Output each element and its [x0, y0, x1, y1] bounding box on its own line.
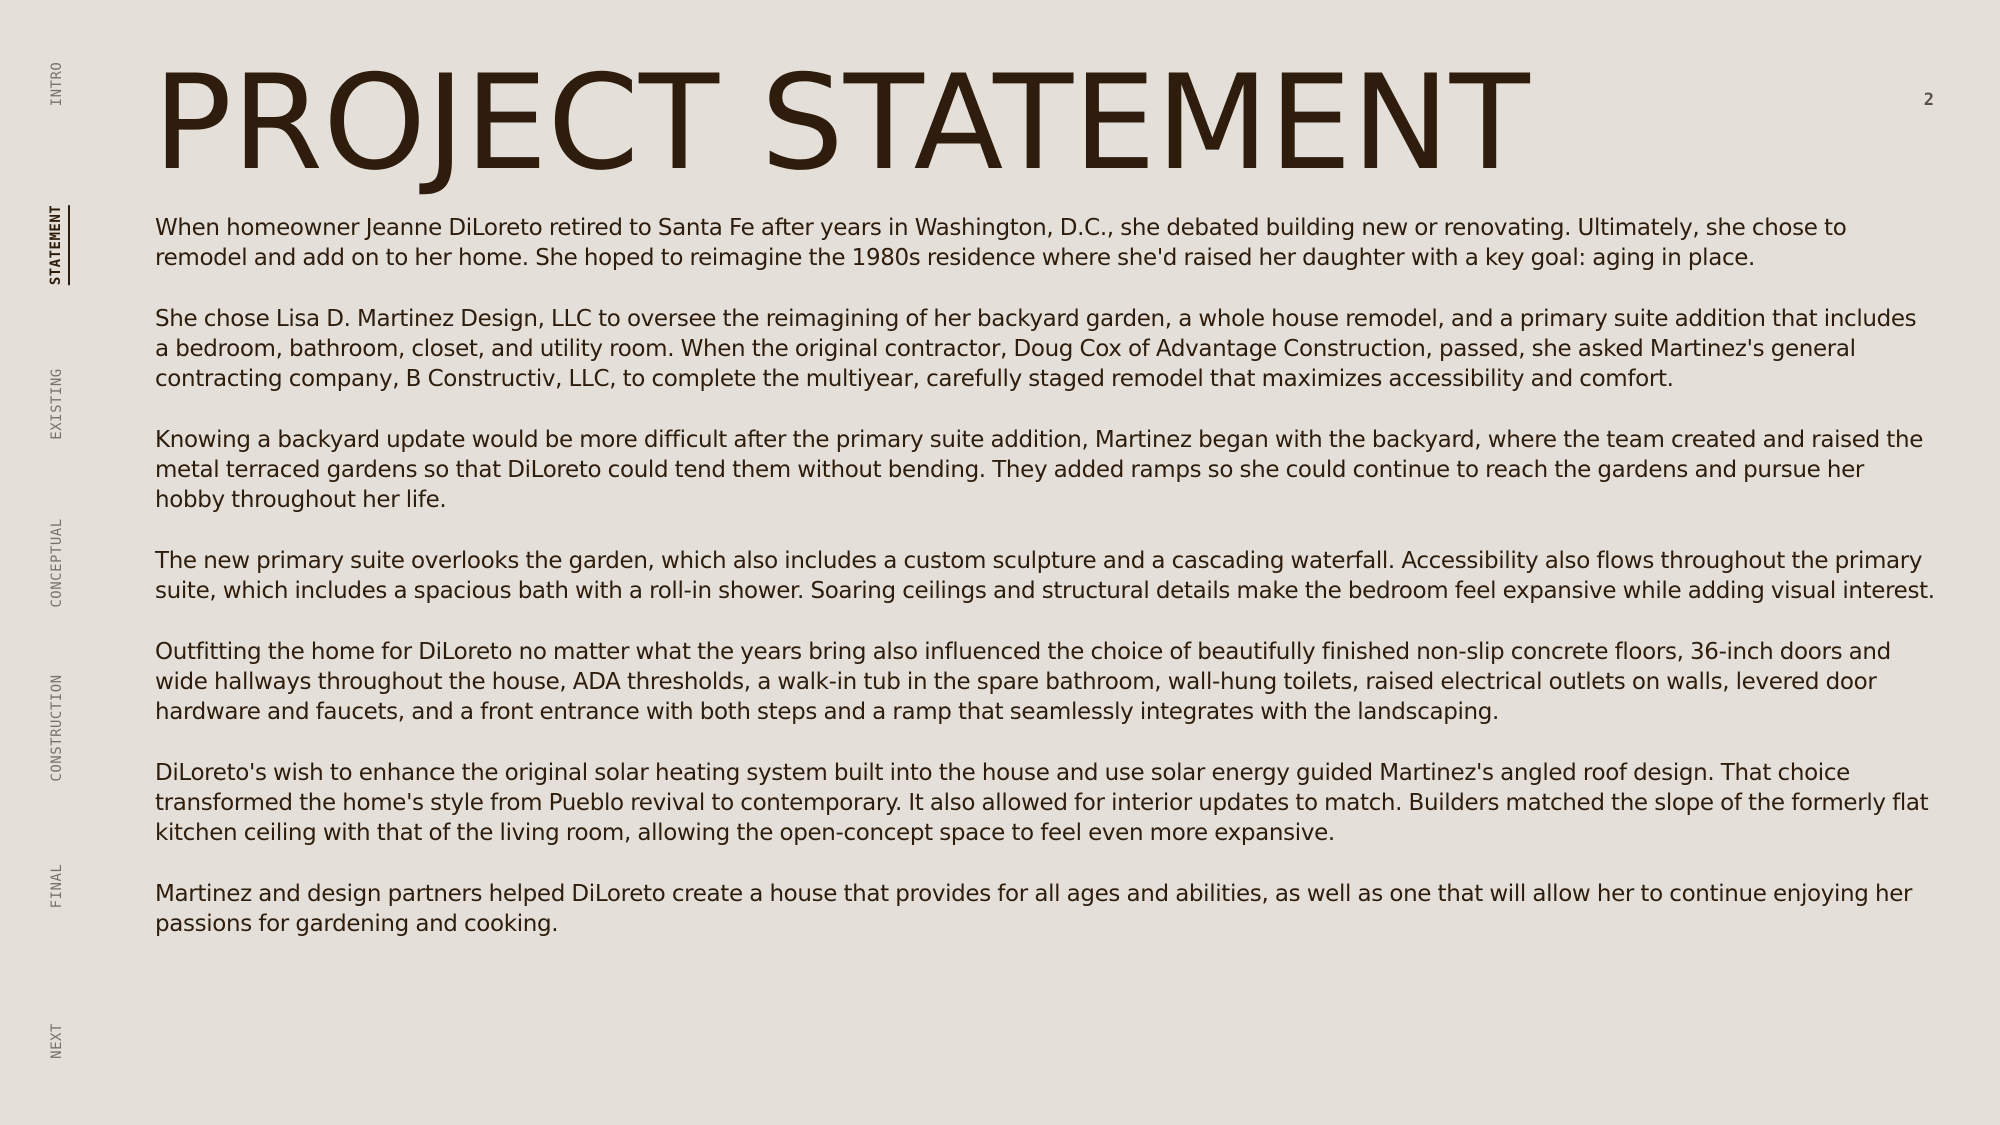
nav-item-existing[interactable]: EXISTING: [49, 368, 65, 440]
paragraph-5: Outfitting the home for DiLoreto no matter what the years bring also influenced the choice of beautifully finished non-slip concrete floors, 36-inch doors and wide hallways throughout the house, ADA thresholds, a walk-in tub in the spare bathroom, wall-hung toilets, raised electrical outlets on walls, levered door hardware and faucets, and a front entrance with both steps and a ramp that seamlessly integrates with the landscaping.: [155, 639, 1891, 725]
paragraph-1: When homeowner Jeanne DiLoreto retired to Santa Fe after years in Washington, D.C., she debated building new or renovating. Ultimately, she chose to remodel and add on to her home. She hoped to reimagine the 1980s residence where she'd raised her daughter with a key goal: aging in place.: [155, 215, 1847, 271]
paragraph-2: She chose Lisa D. Martinez Design, LLC to oversee the reimagining of her backyard garden, a whole house remodel, and a primary suite addition that includes a bedroom, bathroom, closet, and utility room. When the original contractor, Doug Cox of Advantage Construction, passed, she asked Martinez's general contracting company, B Constructiv, LLC, to complete the multiyear, carefully staged remodel that maximizes accessibility and comfort.: [155, 306, 1917, 392]
nav-item-intro[interactable]: INTRO: [49, 61, 65, 107]
nav-item-final[interactable]: FINAL: [49, 863, 65, 909]
nav-item-next[interactable]: NEXT: [49, 1023, 65, 1059]
nav-item-statement[interactable]: STATEMENT: [46, 205, 70, 285]
paragraph-6: DiLoreto's wish to enhance the original solar heating system built into the house and use solar energy guided Martinez's angled roof design. That choice transformed the home's style from Pueblo revival to contemporary. It also allowed for interior updates to match. Builders matched the slope of the formerly flat kitchen ceiling with that of the living room, allowing the open-concept space to feel even more expansive.: [155, 760, 1929, 846]
paragraph-7: Martinez and design partners helped DiLoreto create a house that provides for all ages and abilities, as well as one that will allow her to continue enjoying her passions for gardening and cooking.: [155, 881, 1913, 937]
nav-item-conceptual[interactable]: CONCEPTUAL: [49, 518, 65, 608]
page-title: PROJECT STATEMENT: [153, 46, 1530, 199]
statement-body: [155, 213, 1935, 970]
paragraph-3: Knowing a backyard update would be more difficult after the primary suite addition, Martinez began with the backyard, where the team created and raised the metal terraced gardens so that DiLoreto could tend them without bending. They added ramps so she could continue to reach the gardens and pursue her hobby throughout her life.: [155, 427, 1924, 513]
page-number: 2: [1923, 90, 1934, 110]
paragraph-4: The new primary suite overlooks the garden, which also includes a custom sculpture and a cascading waterfall. Accessibility also flows throughout the primary suite, which includes a spacious bath with a roll-in shower. Soaring ceilings and structural details make the bedroom feel expansive while adding visual interest.: [155, 548, 1935, 604]
section-nav: [0, 0, 120, 1125]
nav-item-construction[interactable]: CONSTRUCTION: [49, 674, 65, 782]
